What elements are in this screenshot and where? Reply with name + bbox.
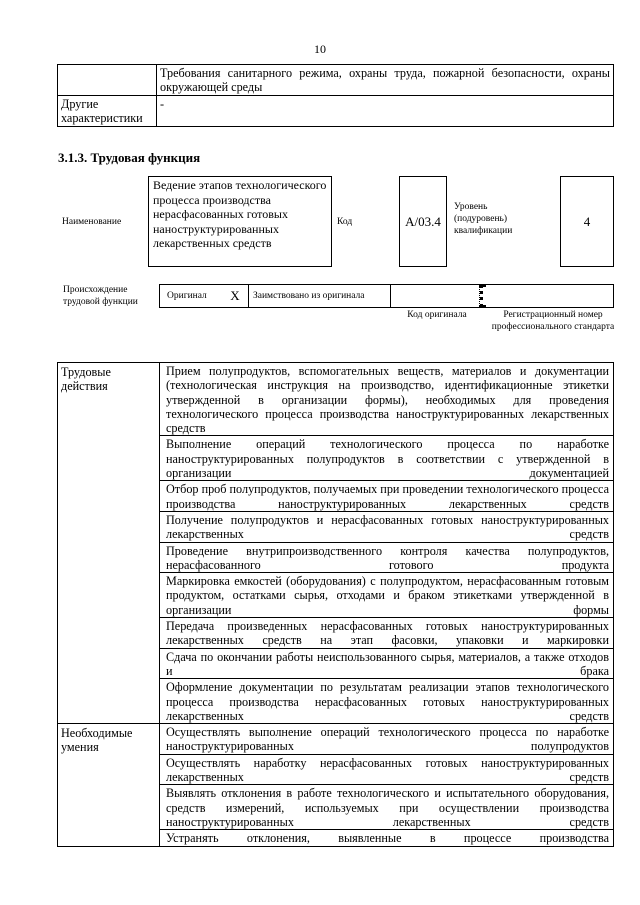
original-label: Оригинал [167, 291, 207, 301]
table-row [58, 96, 614, 127]
qualification-level-field: 4 [560, 176, 614, 267]
function-details-table [57, 362, 614, 847]
skill-item: Осуществлять наработку нерасфасованных готовых наноструктурированных лекарственных средств [160, 754, 614, 785]
code-label: Код [337, 217, 353, 227]
skill-item: Осуществлять выполнение операций технологического процесса по наработке наноструктурированных полупродуктов [160, 724, 614, 755]
code-original-label: Код оригинала [407, 310, 467, 320]
section-title: 3.1.3. Трудовая функция [58, 150, 201, 165]
origin-label: Происхождение трудовой функции [63, 285, 138, 307]
labor-action-item: Маркировка емкостей (оборудования) с полупродуктом, нерасфасованным готовым продуктом, остатками сырья, отходами и браком этикетками утвержденной в организации формы [160, 573, 614, 618]
characteristics-table [57, 64, 614, 127]
labor-action-item: Отбор проб полупродуктов, получаемых при проведении технологического процесса производства наноструктурированных лекарственных средств [160, 481, 614, 512]
origin-row [159, 284, 614, 308]
level-label: Уровень (подуровень) квалификации [454, 202, 513, 236]
table-row [58, 65, 614, 96]
borrowed-cell [248, 284, 391, 308]
row-label: Другие характеристики [58, 96, 157, 127]
page-number: 10 [314, 42, 326, 56]
reg-number-label: Регистрационный номер профессионального стандарта [491, 310, 615, 332]
labor-action-item: Проведение внутрипроизводственного контроля качества полупродуктов, нерасфасованного готового продукта [160, 542, 614, 573]
reg-number-field [479, 284, 614, 308]
labor-action-item: Передача произведенных нерасфасованных готовых наноструктурированных лекарственных средств на этап фасовки, упаковки и маркировки [160, 618, 614, 649]
labor-action-item: Прием полупродуктов, вспомогательных веществ, материалов и документации (технологическая инструкция на производство, идентификационные этикетки утвержденной в организации формы), необходимых для проведения технологического процесса производства наноструктурированных лекарственных средств [160, 363, 614, 436]
code-original-field [390, 284, 480, 308]
skill-item: Выявлять отклонения в работе технологического и испытательного оборудования, средств измерений, используемых при осуществлении производства наноструктурированных лекарственных средств [160, 785, 614, 830]
name-label: Наименование [62, 217, 122, 227]
row-value: Требования санитарного режима, охраны труда, пожарной безопасности, охраны окружающей среды [157, 65, 614, 96]
row-label [58, 65, 157, 96]
table-row [58, 363, 614, 436]
row-value: - [157, 96, 614, 127]
labor-action-item: Получение полупродуктов и нерасфасованных готовых наноструктурированных лекарственных средств [160, 511, 614, 542]
skill-item: Устранять отклонения, выявленные в процессе производства [160, 830, 614, 846]
original-checkbox[interactable] [219, 284, 251, 308]
check-mark: X [230, 288, 240, 303]
labor-action-item: Оформление документации по результатам реализации этапов технологического процесса производства нерасфасованных готовых наноструктурированных лекарственных средств [160, 679, 614, 724]
labor-action-item: Выполнение операций технологического процесса по наработке наноструктурированных полупродуктов в соответствии с утвержденной в организации документацией [160, 436, 614, 481]
function-code-field: А/03.4 [399, 176, 447, 267]
table-row [58, 724, 614, 755]
borrowed-label: Заимствовано из оригинала [253, 291, 365, 301]
skills-label: Необходимые умения [58, 724, 160, 846]
function-name-field: Ведение этапов технологического процесса производства нерасфасованных готовых наноструктурированных лекарственных средств [148, 176, 332, 267]
labor-action-item: Сдача по окончании работы неиспользованного сырья, материалов, а также отходов и брака [160, 648, 614, 679]
labor-actions-label: Трудовые действия [58, 363, 160, 724]
